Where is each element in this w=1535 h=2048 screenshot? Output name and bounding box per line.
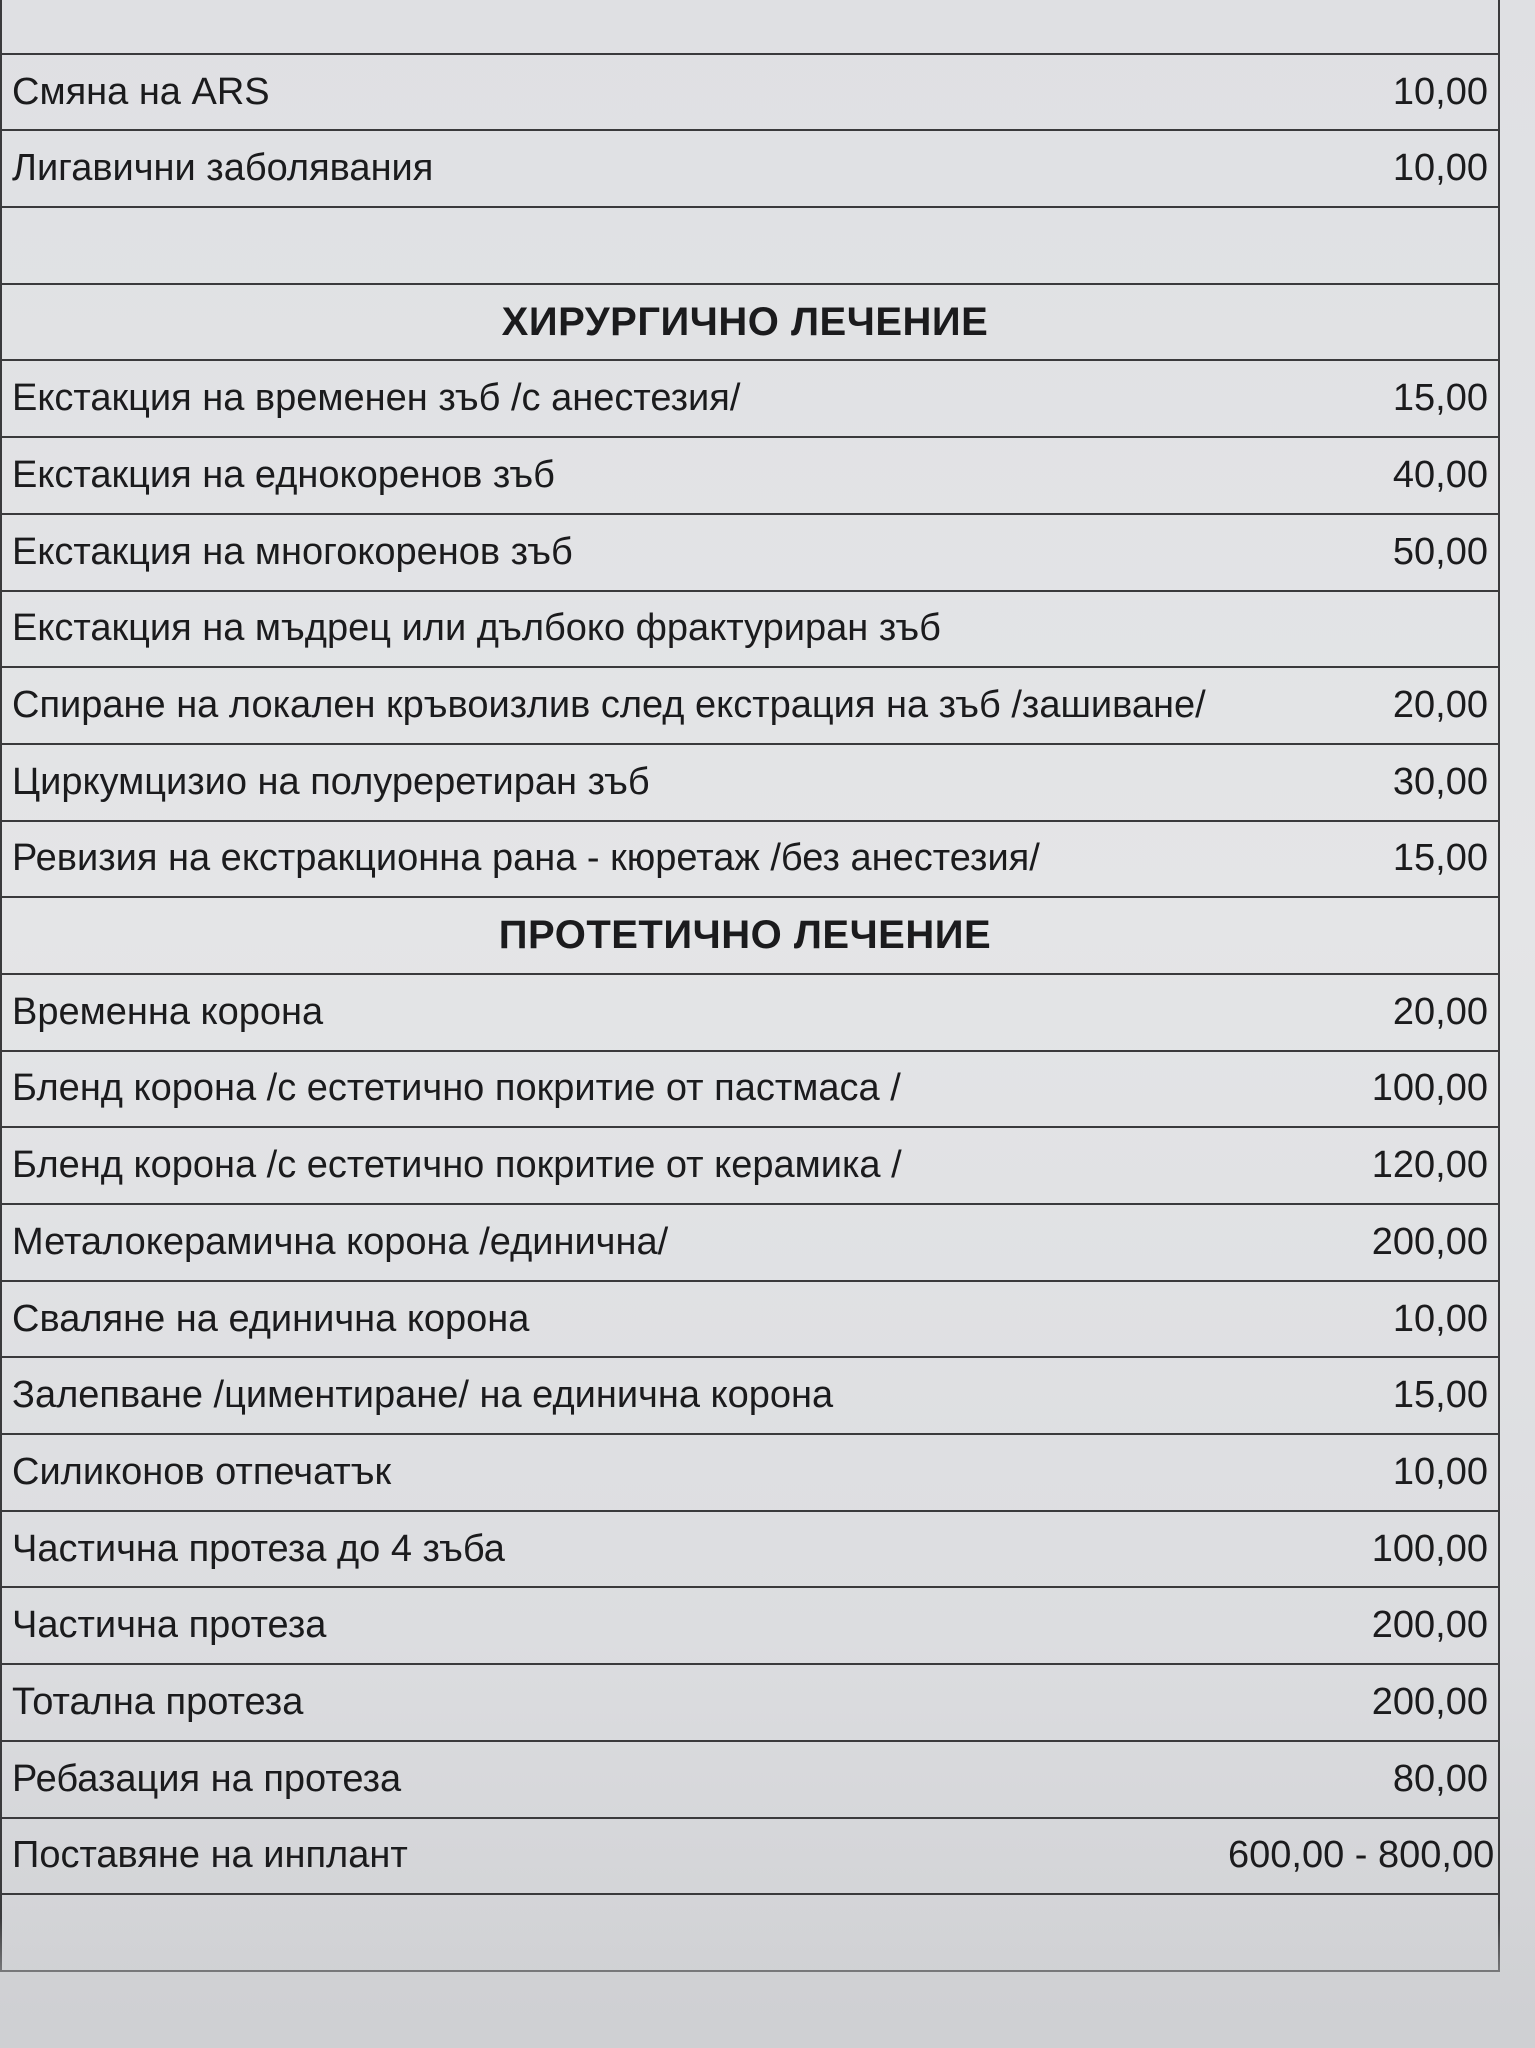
service-price: 40,00 — [1218, 437, 1499, 514]
price-row — [1, 1051, 1499, 1128]
price-row — [1, 1587, 1499, 1664]
price-row — [1, 360, 1499, 437]
price-row — [1, 437, 1499, 514]
service-name: Залепване /циментиране/ на единична корона — [1, 1357, 1218, 1434]
service-price: 30,00 — [1218, 744, 1499, 821]
service-name: Сваляне на единична корона — [1, 1281, 1218, 1358]
price-row — [1, 130, 1499, 207]
service-name: Екстакция на мъдрец или дълбоко фрактуриран зъб — [1, 591, 1218, 668]
service-price: 100,00 — [1218, 1051, 1499, 1128]
service-price — [1218, 591, 1499, 668]
price-row — [1, 1818, 1499, 1895]
price-row — [1, 1127, 1499, 1204]
service-price: 10,00 — [1218, 1281, 1499, 1358]
service-price: 10,00 — [1218, 130, 1499, 207]
service-price: 200,00 — [1218, 1664, 1499, 1741]
service-price — [1218, 207, 1499, 284]
service-name: Частична протеза — [1, 1587, 1218, 1664]
service-name: Бленд корона /с естетично покритие от керамика / — [1, 1127, 1218, 1204]
service-price: 15,00 — [1218, 821, 1499, 898]
service-name: Бленд корона /с естетично покритие от пастмаса / — [1, 1051, 1218, 1128]
price-row — [1, 591, 1499, 668]
service-price: 200,00 — [1218, 1204, 1499, 1281]
section-title: ПРОТЕТИЧНО ЛЕЧЕНИЕ — [1, 897, 1499, 974]
service-name: Екстакция на еднокоренов зъб — [1, 437, 1218, 514]
service-price: 120,00 — [1218, 1127, 1499, 1204]
price-row — [1, 1281, 1499, 1358]
price-table-body — [1, 0, 1499, 1971]
service-name: Ребазация на протеза — [1, 1741, 1218, 1818]
service-name: Спиране на локален кръвоизлив след екстрация на зъб /зашиване/ — [1, 667, 1218, 744]
price-row — [1, 1357, 1499, 1434]
cut-off-price-cell — [1218, 0, 1499, 54]
service-name: Ревизия на екстракционна рана - кюретаж /без анестезия/ — [1, 821, 1218, 898]
price-row — [1, 1511, 1499, 1588]
service-price: 50,00 — [1218, 514, 1499, 591]
price-row — [1, 1894, 1499, 1971]
price-row — [1, 974, 1499, 1051]
service-name: Лигавични заболявания — [1, 130, 1218, 207]
service-name: Екстакция на временен зъб /с анестезия/ — [1, 360, 1218, 437]
price-row — [1, 1664, 1499, 1741]
service-price: 10,00 — [1218, 54, 1499, 131]
service-name: Металокерамична корона /единична/ — [1, 1204, 1218, 1281]
service-name: Циркумцизио на полуреретиран зъб — [1, 744, 1218, 821]
cut-off-row — [1, 0, 1499, 54]
price-row — [1, 1434, 1499, 1511]
service-name: Временна корона — [1, 974, 1218, 1051]
service-name: Силиконов отпечатък — [1, 1434, 1218, 1511]
service-name: Частична протеза до 4 зъба — [1, 1511, 1218, 1588]
price-row — [1, 667, 1499, 744]
price-row — [1, 821, 1499, 898]
service-price: 10,00 — [1218, 1434, 1499, 1511]
price-row — [1, 207, 1499, 284]
service-price: 20,00 — [1218, 667, 1499, 744]
service-price: 600,00 - 800,00 — [1218, 1818, 1499, 1895]
cut-off-cell — [1, 0, 1218, 54]
service-price — [1218, 1894, 1499, 1971]
price-row — [1, 1204, 1499, 1281]
service-name — [1, 207, 1218, 284]
section-header-row — [1, 284, 1499, 361]
price-row — [1, 744, 1499, 821]
price-row — [1, 54, 1499, 131]
section-header-row — [1, 897, 1499, 974]
service-price: 15,00 — [1218, 1357, 1499, 1434]
service-name: Тотална протеза — [1, 1664, 1218, 1741]
service-price: 200,00 — [1218, 1587, 1499, 1664]
service-price: 20,00 — [1218, 974, 1499, 1051]
price-row — [1, 1741, 1499, 1818]
service-price: 15,00 — [1218, 360, 1499, 437]
service-price: 80,00 — [1218, 1741, 1499, 1818]
service-name: Поставяне на инплант — [1, 1818, 1218, 1895]
section-title: ХИРУРГИЧНО ЛЕЧЕНИЕ — [1, 284, 1499, 361]
service-name: Екстакция на многокоренов зъб — [1, 514, 1218, 591]
price-row — [1, 514, 1499, 591]
service-name — [1, 1894, 1218, 1971]
service-name: Смяна на ARS — [1, 54, 1218, 131]
service-price: 100,00 — [1218, 1511, 1499, 1588]
